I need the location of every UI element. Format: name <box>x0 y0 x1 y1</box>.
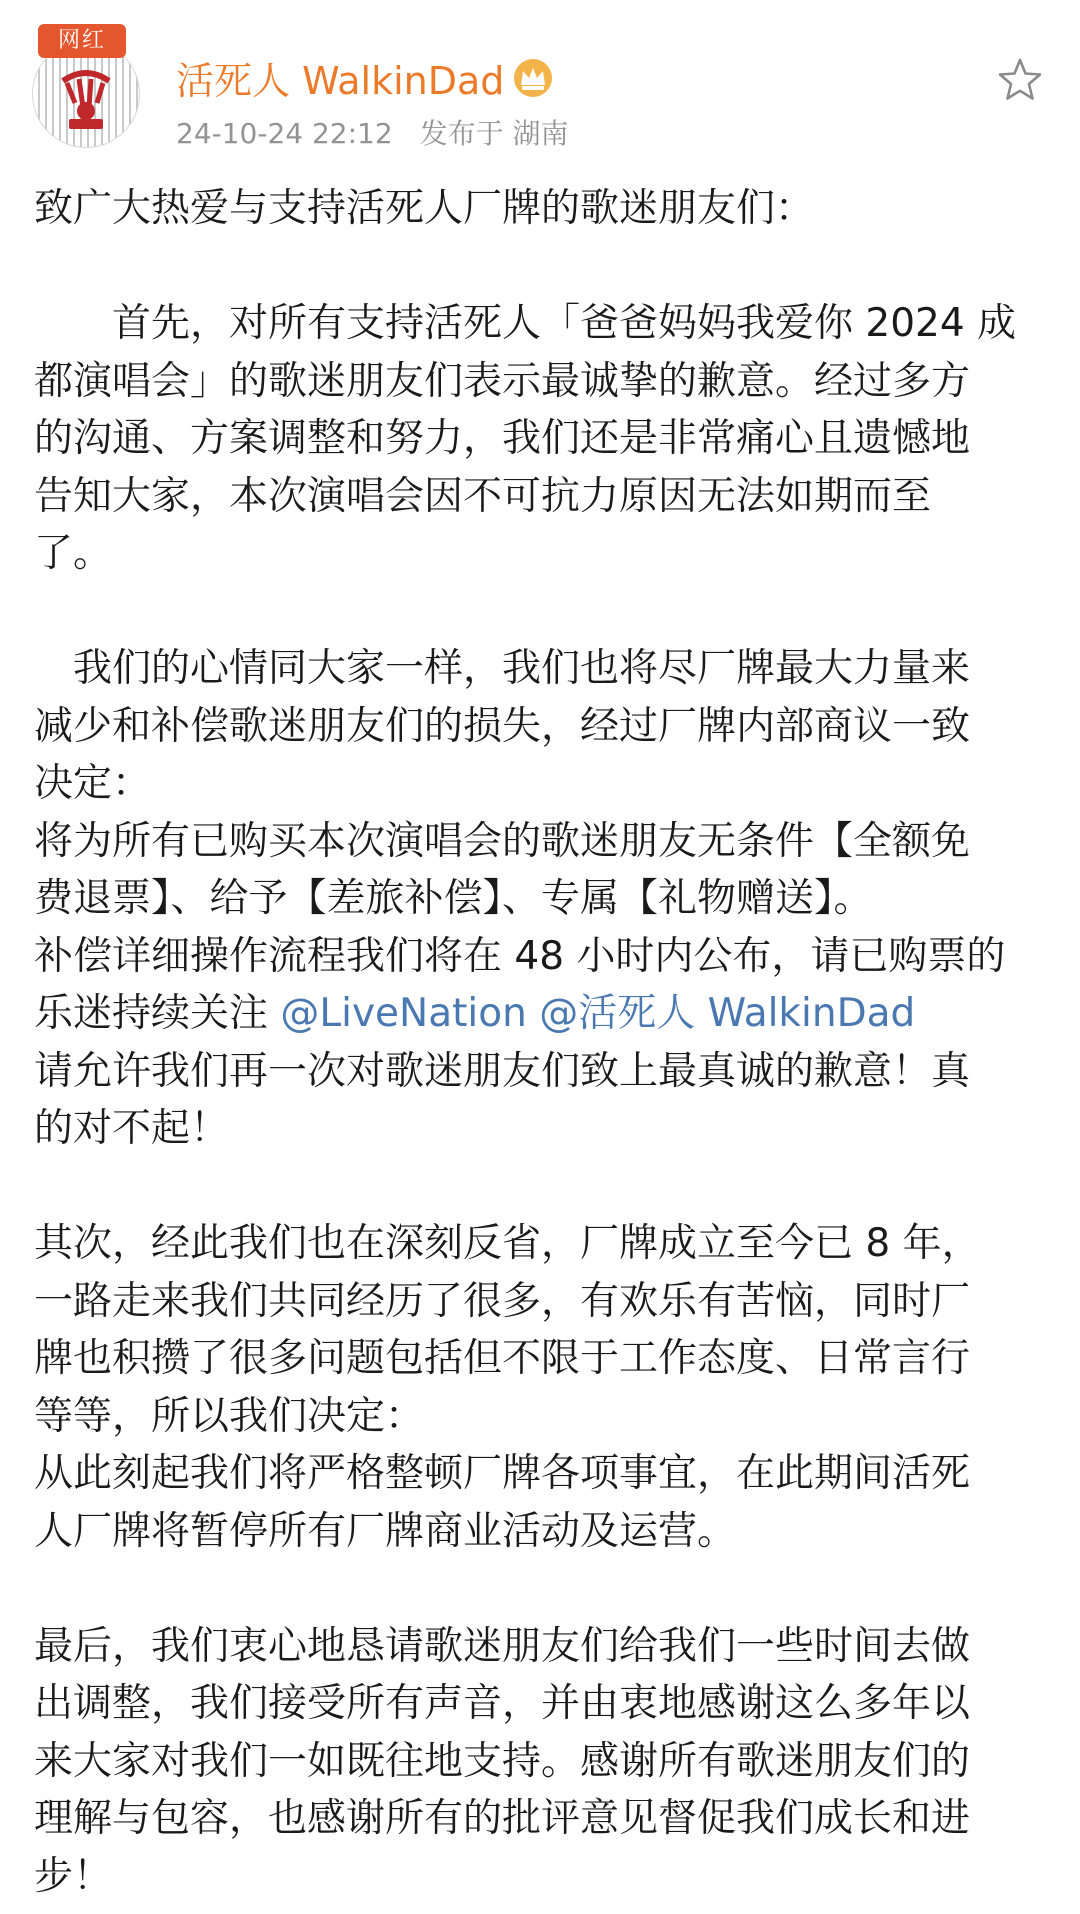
greeting-line: 致广大热爱与支持活死人厂牌的歌迷朋友们： <box>34 186 815 231</box>
text-line: 等等，所以我们决定： <box>34 1393 425 1439</box>
mention-line <box>34 985 1058 1043</box>
star-outline-icon[interactable] <box>996 56 1044 104</box>
text-line: 将为所有已购买本次演唱会的歌迷朋友无条件【全额免 <box>34 818 971 864</box>
text-line: 费退票】、给予【差旅补偿】、专属【礼物赠送】。 <box>34 876 873 921</box>
text-line: 的对不起！ <box>34 1106 230 1151</box>
post-meta <box>176 112 569 152</box>
mention-livenation-link[interactable]: @LiveNation <box>280 991 527 1036</box>
text-line: 来大家对我们一如既往地支持。感谢所有歌迷朋友们的 <box>34 1738 971 1784</box>
post-body <box>34 180 1058 1905</box>
text-line: 人厂牌将暂停所有厂牌商业活动及运营。 <box>34 1508 737 1554</box>
text-line: 牌也积攒了很多问题包括但不限于工作态度、日常言行 <box>34 1336 971 1381</box>
text-line: 其次，经此我们也在深刻反省，厂牌成立至今已 8 年， <box>34 1221 981 1266</box>
text-line: 的沟通、方案调整和努力，我们还是非常痛心且遗憾地 <box>34 416 971 461</box>
post-location: 发布于 湖南 <box>419 117 569 150</box>
text-line: 减少和补偿歌迷朋友们的损失，经过厂牌内部商议一致 <box>34 703 971 749</box>
spacer <box>34 1560 1058 1618</box>
avatar-logo-icon <box>55 63 117 131</box>
text-line: 理解与包容，也感谢所有的批评意见督促我们成长和进 <box>34 1796 971 1841</box>
text-segment: 乐迷持续关注 <box>34 991 281 1036</box>
text-line: 步！ <box>34 1853 113 1899</box>
text-line: 了。 <box>34 531 113 576</box>
text-line: 请允许我们再一次对歌迷朋友们致上最真诚的歉意！真 <box>34 1048 971 1094</box>
text-line: 补偿详细操作流程我们将在 48 小时内公布，请已购票的 <box>34 933 1006 979</box>
spacer <box>34 1158 1058 1216</box>
mention-walkindad-link[interactable]: @活死人 WalkinDad <box>539 991 916 1036</box>
text-line: 我们的心情同大家一样，我们也将尽厂牌最大力量来 <box>34 646 971 691</box>
text-line: 首先，对所有支持活死人「爸爸妈妈我爱你 2024 成 <box>34 301 1017 346</box>
text-line: 最后，我们衷心地恳请歌迷朋友们给我们一些时间去做 <box>34 1623 971 1669</box>
spacer <box>34 583 1058 641</box>
post-date: 24-10-24 22:12 <box>176 117 393 150</box>
text-line: 出调整，我们接受所有声音，并由衷地感谢这么多年以 <box>34 1681 971 1726</box>
username-link[interactable] <box>176 50 554 105</box>
verified-badge: 网红 <box>38 24 126 58</box>
username-text: 活死人 WalkinDad <box>176 59 505 103</box>
text-line: 从此刻起我们将严格整顿厂牌各项事宜，在此期间活死 <box>34 1451 971 1496</box>
text-line: 都演唱会」的歌迷朋友们表示最诚挚的歉意。经过多方 <box>34 358 971 404</box>
post-header <box>0 0 1080 160</box>
spacer <box>34 238 1058 296</box>
text-line: 一路走来我们共同经历了很多，有欢乐有苦恼，同时厂 <box>34 1278 971 1324</box>
crown-icon <box>512 57 554 99</box>
text-line: 告知大家，本次演唱会因不可抗力原因无法如期而至 <box>34 473 932 519</box>
text-line: 决定： <box>34 761 152 806</box>
